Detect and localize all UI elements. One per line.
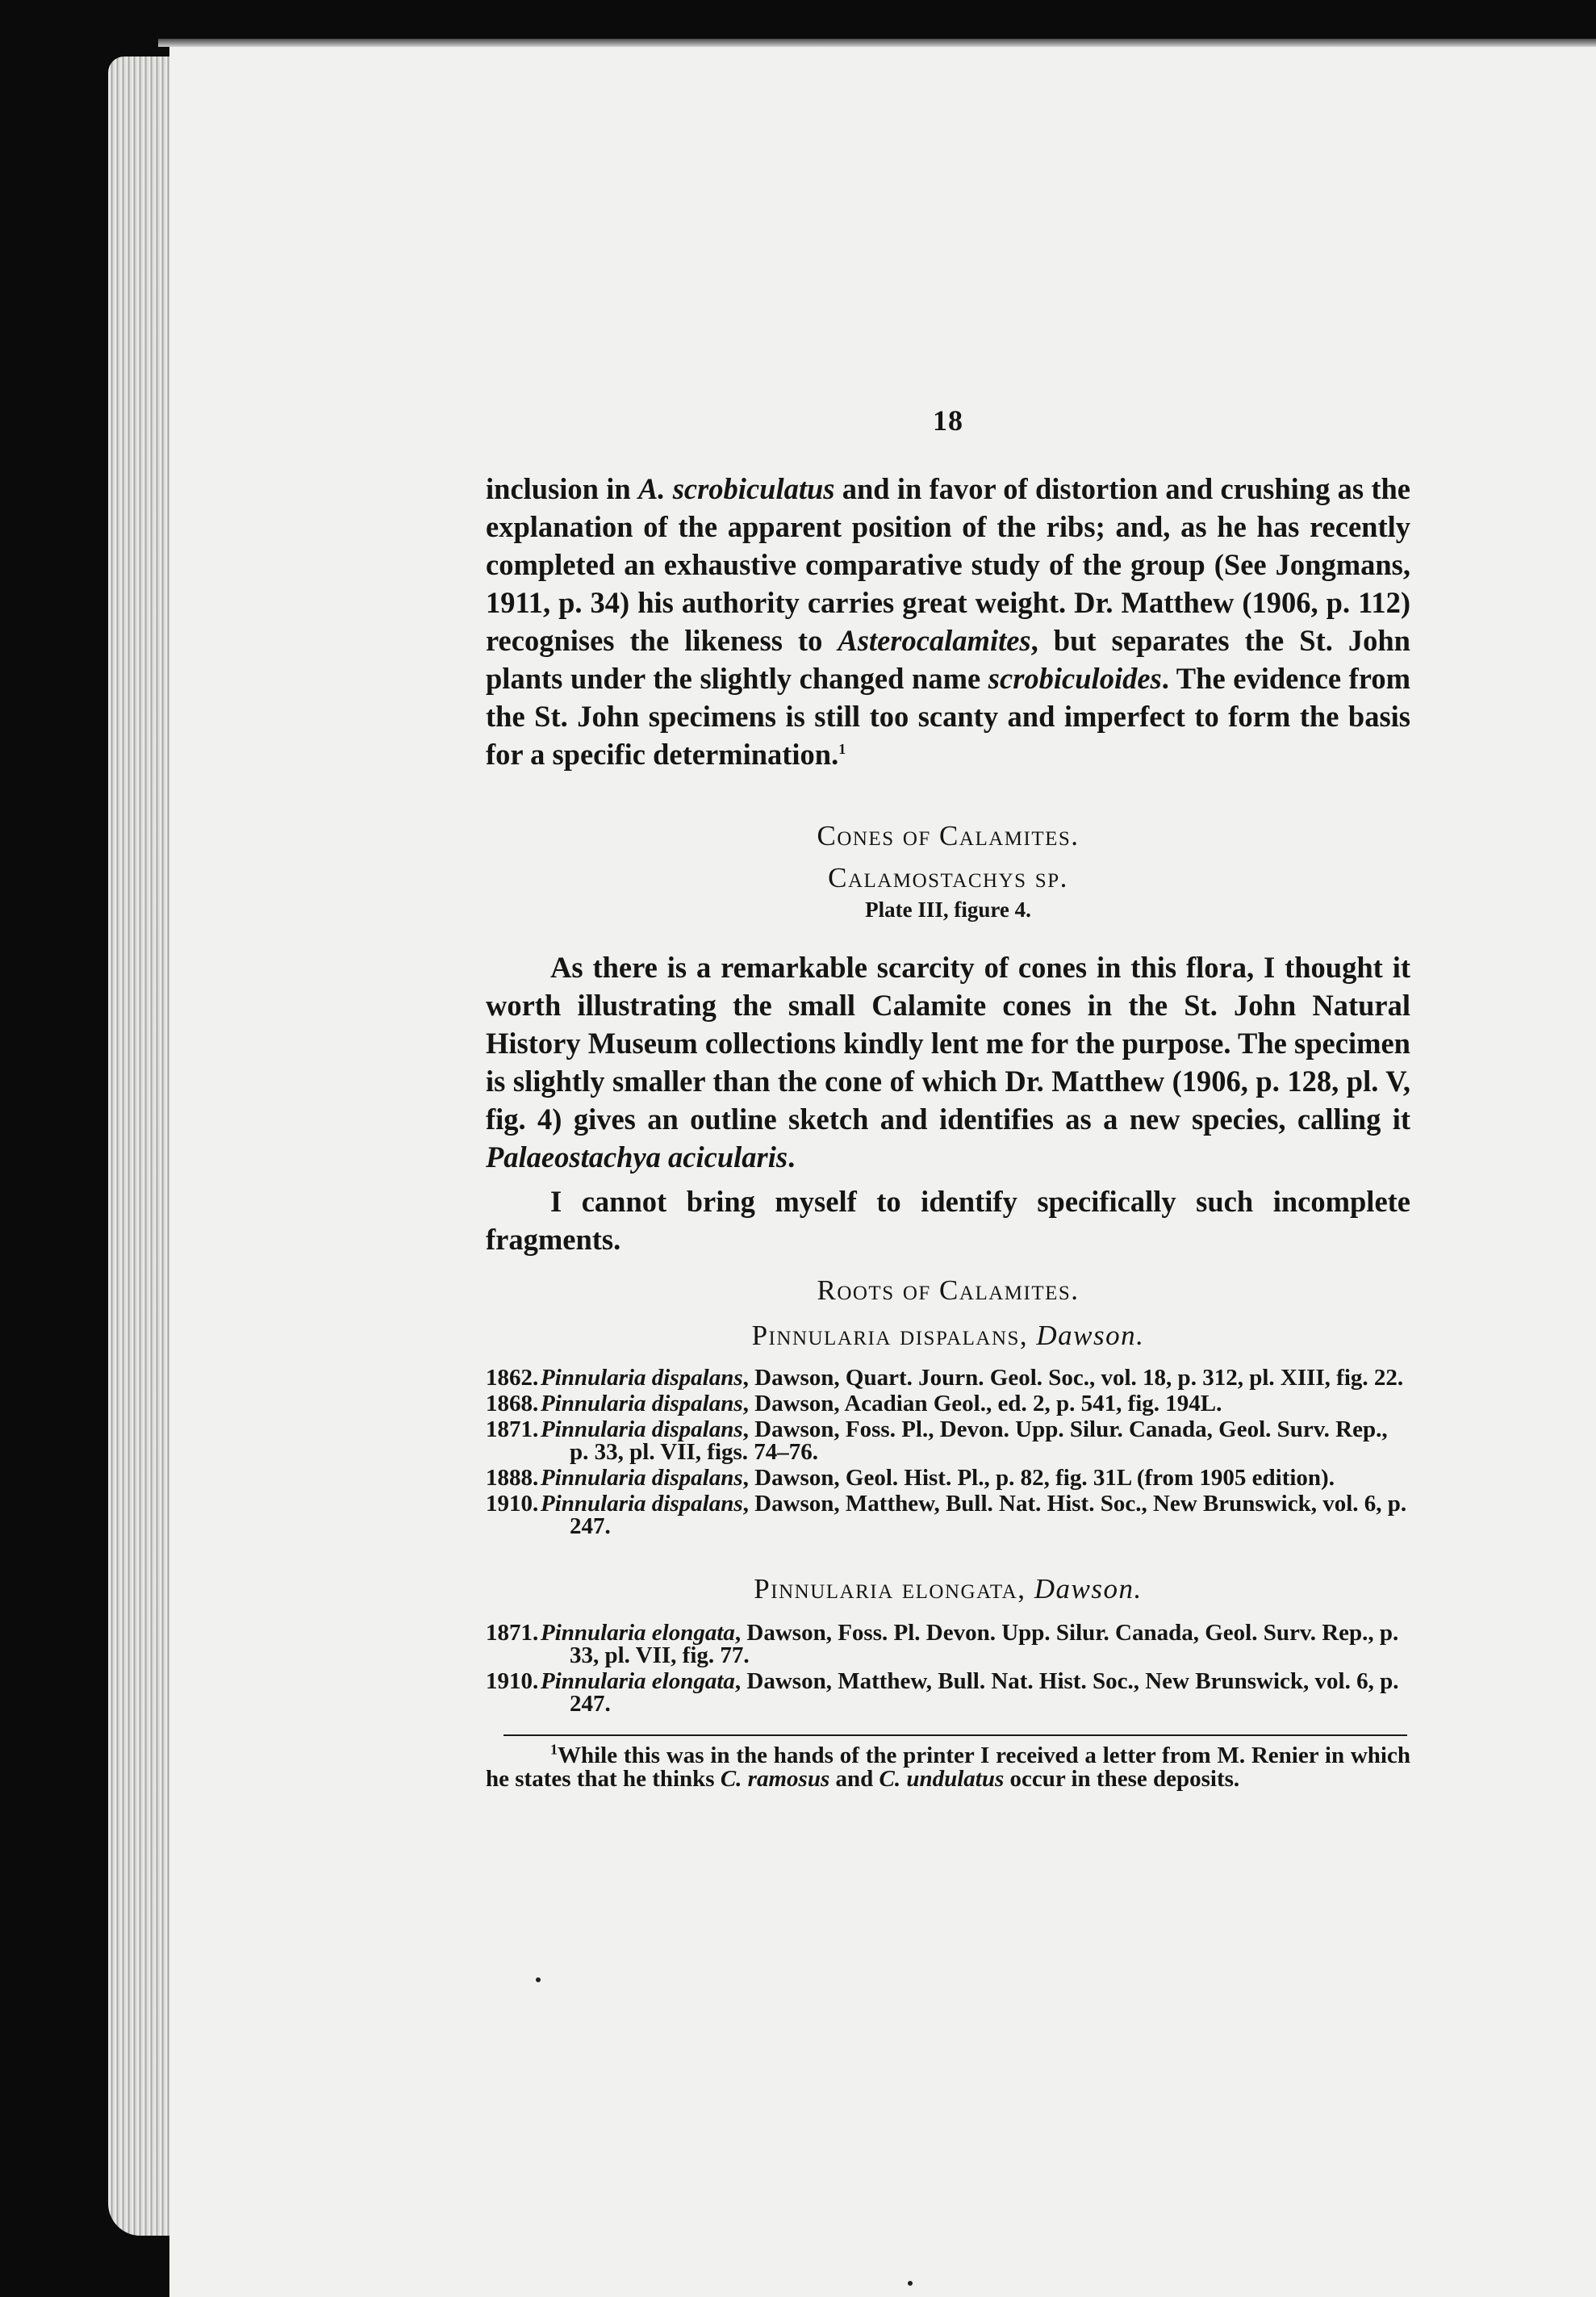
- entry-year: 1868.: [486, 1391, 539, 1416]
- entry-year: 1888.: [486, 1465, 539, 1491]
- entry-text: [534, 1492, 1410, 1538]
- entry-text: [534, 1418, 1410, 1463]
- species-heading-dispalans: [486, 1320, 1410, 1352]
- entry-year: 1871.: [486, 1620, 539, 1646]
- footnote-text-2: and: [829, 1766, 879, 1792]
- fragments-paragraph: I cannot bring myself to identify specifically such incomplete fragments.: [486, 1185, 1410, 1256]
- intro-text-4: . The evidence from the St. John specimens is still too scanty and imperfect to form the basis for a specific determination.: [486, 662, 1410, 771]
- footnote-number: 1: [550, 1741, 558, 1758]
- synonymy-entry: [486, 1670, 1410, 1715]
- entry-year: 1862.: [486, 1365, 539, 1391]
- entry-taxon: Pinnularia dispalans: [541, 1391, 743, 1416]
- species-heading-elongata: [486, 1573, 1410, 1605]
- species-name: Pinnularia dispalans,: [751, 1320, 1037, 1351]
- taxon-name: A. scrobiculatus: [637, 472, 835, 505]
- print-speck: [536, 1977, 541, 1982]
- entry-citation: , Dawson, Matthew, Bull. Nat. Hist. Soc., New Brunswick, vol. 6, p. 247.: [570, 1491, 1407, 1539]
- entry-citation: , Dawson, Matthew, Bull. Nat. Hist. Soc., New Brunswick, vol. 6, p. 247.: [570, 1668, 1399, 1717]
- print-speck: [908, 2281, 913, 2286]
- entry-citation: , Dawson, Acadian Geol., ed. 2, p. 541, fig. 194L.: [742, 1391, 1222, 1416]
- species-author: Dawson.: [1034, 1573, 1143, 1605]
- entry-citation: , Dawson, Geol. Hist. Pl., p. 82, fig. 31L (from 1905 edition).: [742, 1465, 1335, 1491]
- entry-text: [534, 1466, 1410, 1489]
- taxon-name: Asterocalamites: [838, 624, 1031, 657]
- entry-citation: , Dawson, Foss. Pl. Devon. Upp. Silur. Canada, Geol. Surv. Rep., p. 33, pl. VII, fig. 77.: [570, 1620, 1399, 1668]
- book-page-edges: [108, 56, 178, 2236]
- plate-reference: Plate III, figure 4.: [865, 897, 1031, 922]
- cones-text: As there is a remarkable scarcity of cones in this flora, I thought it worth illustrating the small Calamite cones in the St. John Natural History Museum collections kindly lent me for the purpose. The specimen is slightly smaller than the cone of which Dr. Matthew (1906, p. 128, pl. V, fig. 4) gives an outline sketch and identifies as a new species, calling it: [486, 951, 1410, 1136]
- section-heading-roots: Roots of Calamites.: [817, 1274, 1080, 1306]
- taxon-name: C. ramosus: [720, 1766, 830, 1792]
- cones-text-end: .: [788, 1140, 796, 1174]
- intro-text-3: , but separates the St. John plants under the slightly changed name: [486, 624, 1410, 695]
- taxon-name: Palaeostachya acicularis: [486, 1140, 788, 1174]
- synonymy-entry: [486, 1621, 1410, 1667]
- footnote-marker: 1: [838, 740, 846, 757]
- cones-paragraph: [486, 948, 1410, 1176]
- entry-text: [534, 1366, 1410, 1389]
- taxon-name: scrobiculoides: [988, 662, 1162, 695]
- entry-year: 1910.: [486, 1491, 539, 1517]
- synonymy-entry: [486, 1466, 1410, 1489]
- section-heading-cones: Cones of Calamites.: [817, 820, 1080, 851]
- footnote-text-3: occur in these deposits.: [1004, 1766, 1240, 1792]
- entry-text: [534, 1621, 1410, 1667]
- entry-year: 1910.: [486, 1668, 539, 1694]
- synonymy-list-dispalans: [486, 1366, 1410, 1538]
- intro-text-1: inclusion in: [486, 472, 638, 505]
- page-text-block: [486, 404, 1410, 1791]
- synonymy-entry: [486, 1392, 1410, 1415]
- intro-paragraph: [486, 470, 1410, 773]
- synonymy-entry: [486, 1492, 1410, 1538]
- entry-text: [534, 1392, 1410, 1415]
- footnote-text-1: While this was in the hands of the printer I received a letter from M. Renier in which he states that he thinks: [486, 1743, 1410, 1792]
- species-author: Dawson.: [1036, 1320, 1145, 1351]
- entry-taxon: Pinnularia dispalans: [541, 1465, 743, 1491]
- footnote-rule: [503, 1734, 1407, 1736]
- subheading-calamostachys: Calamostachys sp.: [828, 862, 1068, 893]
- entry-citation: , Dawson, Quart. Journ. Geol. Soc., vol. 18, p. 312, pl. XIII, fig. 22.: [742, 1365, 1404, 1391]
- intro-text-2: and in favor of distortion and crushing as the explanation of the apparent position of the ribs; and, as he has recently completed an exhaustive comparative study of the group (See Jongmans, 1911, p. 34) his authority carries great weight. Dr. Matthew (1906, p. 112) recognises the likeness to: [486, 472, 1410, 657]
- taxon-name: C. undulatus: [879, 1766, 1005, 1792]
- entry-citation: , Dawson, Foss. Pl., Devon. Upp. Silur. Canada, Geol. Surv. Rep., p. 33, pl. VII, figs. 74–76.: [570, 1416, 1388, 1465]
- synonymy-entry: [486, 1366, 1410, 1389]
- entry-taxon: Pinnularia dispalans: [541, 1365, 743, 1391]
- entry-text: [534, 1670, 1410, 1715]
- entry-taxon: Pinnularia elongata: [541, 1668, 735, 1694]
- page-top-edge: [158, 39, 1596, 47]
- entry-taxon: Pinnularia elongata: [541, 1620, 735, 1646]
- synonymy-entry: [486, 1418, 1410, 1463]
- synonymy-list-elongata: [486, 1621, 1410, 1715]
- entry-year: 1871.: [486, 1416, 539, 1442]
- footnote: [486, 1741, 1410, 1792]
- entry-taxon: Pinnularia dispalans: [541, 1491, 743, 1517]
- page-number: 18: [933, 404, 963, 437]
- species-name: Pinnularia elongata,: [754, 1573, 1034, 1605]
- entry-taxon: Pinnularia dispalans: [541, 1416, 743, 1442]
